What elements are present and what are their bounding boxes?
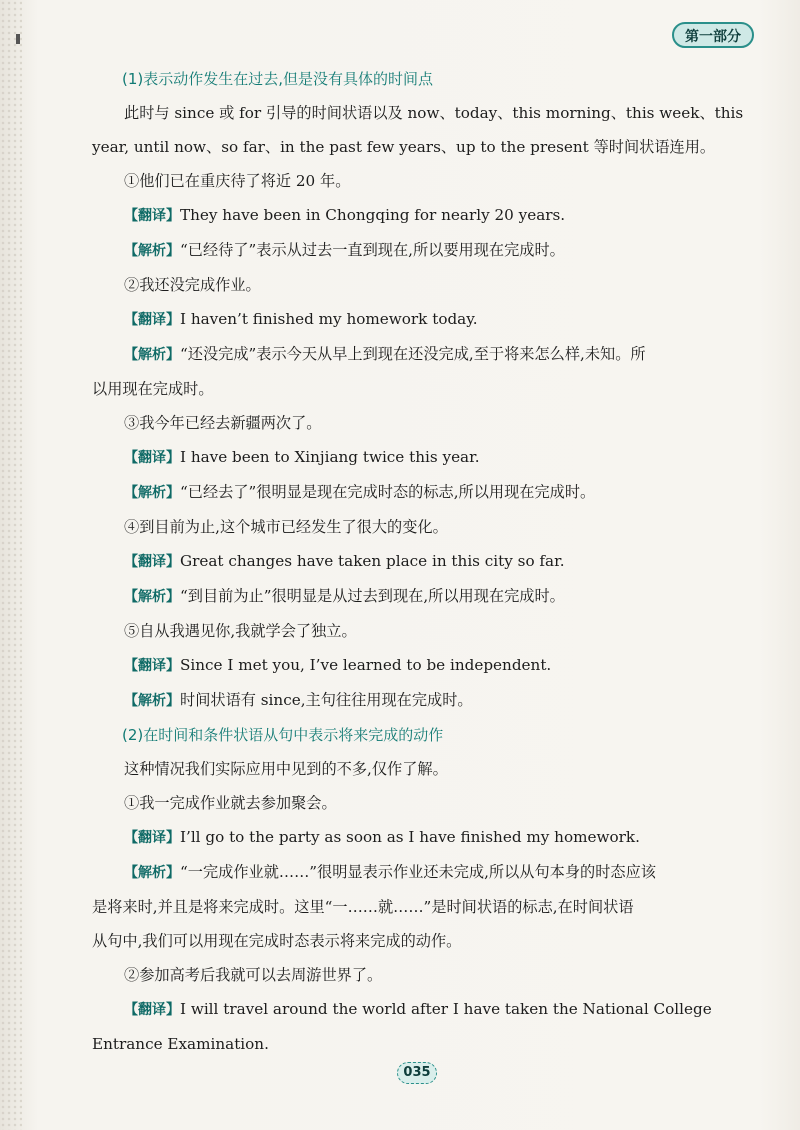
analysis-4: 【解析】“到目前为止”很明显是从过去到现在,所以用现在完成时。 xyxy=(124,587,565,605)
analysis-2a: 【解析】“还没完成”表示今天从早上到现在还没完成,至于将来怎么样,未知。所 xyxy=(124,345,646,363)
binding-edge xyxy=(0,0,22,1130)
translation-2: 【翻译】I haven’t finished my homework today. xyxy=(124,310,478,328)
analysis-label: 【解析】 xyxy=(124,589,180,605)
translation-label: 【翻译】 xyxy=(124,554,180,570)
heading-2: (2)在时间和条件状语从句中表示将来完成的动作 xyxy=(122,726,444,744)
translation-label: 【翻译】 xyxy=(124,830,180,846)
analysis-6a: 【解析】“一完成作业就……”很明显表示作业还未完成,所以从句本身的时态应该 xyxy=(124,863,656,881)
translation-label: 【翻译】 xyxy=(124,208,180,224)
analysis-3: 【解析】“已经去了”很明显是现在完成时态的标志,所以用现在完成时。 xyxy=(124,483,596,501)
translation-label: 【翻译】 xyxy=(124,312,180,328)
analysis-1: 【解析】“已经待了”表示从过去一直到现在,所以要用现在完成时。 xyxy=(124,241,565,259)
analysis-label: 【解析】 xyxy=(124,693,180,709)
analysis-2b: 以用现在完成时。 xyxy=(92,380,214,398)
example-4: ④到目前为止,这个城市已经发生了很大的变化。 xyxy=(124,518,448,536)
translation-label: 【翻译】 xyxy=(124,658,180,674)
analysis-label: 【解析】 xyxy=(124,485,180,501)
translation-7a: 【翻译】I will travel around the world after I have taken the National College xyxy=(124,1000,712,1018)
analysis-6b: 是将来时,并且是将来完成时。这里“一……就……”是时间状语的标志,在时间状语 xyxy=(92,898,634,916)
example-5: ⑤自从我遇见你,我就学会了独立。 xyxy=(124,622,357,640)
translation-label: 【翻译】 xyxy=(124,1002,180,1018)
translation-label: 【翻译】 xyxy=(124,450,180,466)
edge-mark xyxy=(16,34,20,44)
translation-7b: Entrance Examination. xyxy=(92,1035,269,1053)
analysis-5: 【解析】时间状语有 since,主句往往用现在完成时。 xyxy=(124,691,473,709)
intro-1a: 此时与 since 或 for 引导的时间状语以及 now、today、this morning、this week、this xyxy=(124,104,744,122)
page-content xyxy=(92,62,752,1061)
example-7: ②参加高考后我就可以去周游世界了。 xyxy=(124,966,383,984)
analysis-label: 【解析】 xyxy=(124,347,180,363)
heading-1: (1)表示动作发生在过去,但是没有具体的时间点 xyxy=(122,70,434,88)
intro-1b: year, until now、so far、in the past few years、up to the present 等时间状语连用。 xyxy=(92,138,716,156)
analysis-label: 【解析】 xyxy=(124,243,180,259)
translation-5: 【翻译】Since I met you, I’ve learned to be independent. xyxy=(124,656,552,674)
example-3: ③我今年已经去新疆两次了。 xyxy=(124,414,322,432)
example-6: ①我一完成作业就去参加聚会。 xyxy=(124,794,337,812)
intro-2: 这种情况我们实际应用中见到的不多,仅作了解。 xyxy=(124,760,448,778)
translation-4: 【翻译】Great changes have taken place in this city so far. xyxy=(124,552,565,570)
section-tab: 第一部分 xyxy=(672,22,754,48)
example-1: ①他们已在重庆待了将近 20 年。 xyxy=(124,172,351,190)
translation-3: 【翻译】I have been to Xinjiang twice this year. xyxy=(124,448,480,466)
translation-1: 【翻译】They have been in Chongqing for nearly 20 years. xyxy=(124,206,566,224)
example-2: ②我还没完成作业。 xyxy=(124,276,261,294)
page-number: 035 xyxy=(397,1062,437,1084)
translation-6: 【翻译】I’ll go to the party as soon as I have finished my homework. xyxy=(124,828,640,846)
analysis-6c: 从句中,我们可以用现在完成时态表示将来完成的动作。 xyxy=(92,932,462,950)
analysis-label: 【解析】 xyxy=(124,865,180,881)
